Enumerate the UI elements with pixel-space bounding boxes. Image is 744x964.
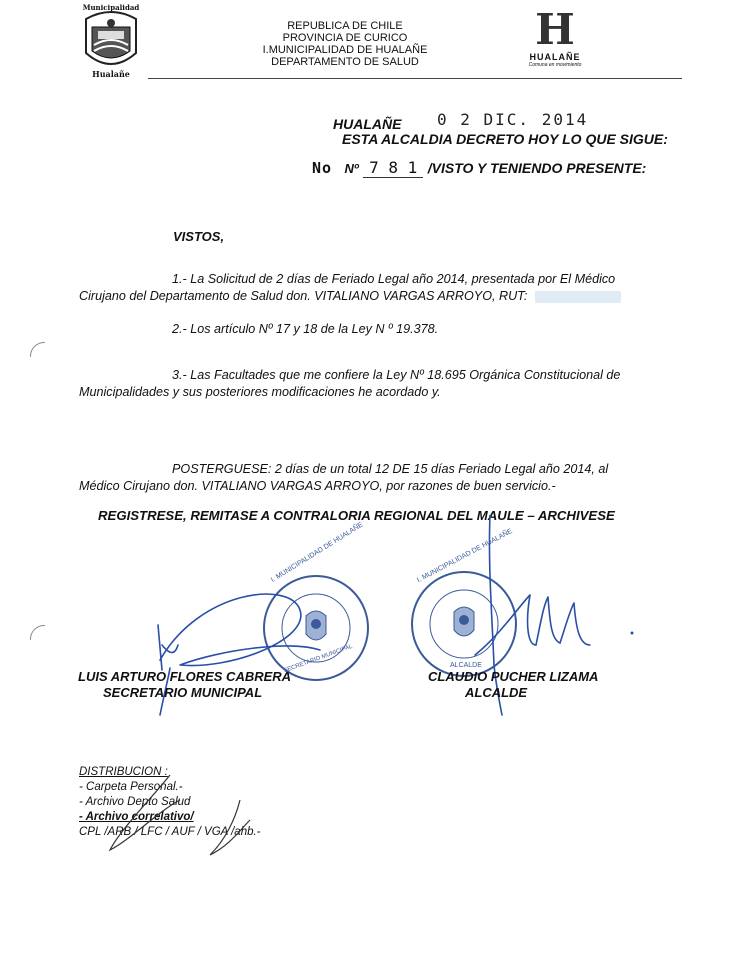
closing-order: REGISTRESE, REMITASE A CONTRALORIA REGIONAL DEL MAULE – ARCHIVESE: [98, 508, 615, 523]
secretary-seal-ring-text: I. MUNICIPALIDAD DE HUALAÑE: [270, 521, 365, 584]
number-prefix-stamp: No: [312, 159, 333, 177]
item1-line2: [79, 288, 621, 305]
decree-number: 7 8 1: [363, 158, 423, 178]
redacted-rut: [535, 291, 621, 303]
item2: 2.- Los artículo Nº 17 y 18 de la Ley N º 19.378.: [172, 322, 439, 336]
logo-name: HUALAÑE: [529, 52, 581, 62]
mayor-name: CLAUDIO PUCHER LIZAMA: [428, 669, 599, 684]
number-label: Nº: [344, 161, 359, 176]
mayor-title: ALCALDE: [465, 685, 528, 700]
decree-intro: ESTA ALCALDIA DECRETO HOY LO QUE SIGUE:: [342, 131, 668, 147]
item1-line1: 1.- La Solicitud de 2 días de Feriado Legal año 2014, presentada por El Médico: [172, 272, 616, 286]
decree-date-stamp: 0 2 DIC. 2014: [437, 110, 589, 129]
distribution-initials: CPL /ARB / LFC / AUF / VGA /ahb.-: [79, 826, 261, 838]
secretary-title: SECRETARIO MUNICIPAL: [103, 685, 263, 700]
logo-tagline: Comuna en movimiento: [528, 62, 582, 68]
header-line-municipality: I.MUNICIPALIDAD DE HUALAÑE: [262, 44, 428, 56]
item3-line1: 3.- Las Facultades que me confiere la Ley Nº 18.695 Orgánica Constitucional de: [172, 368, 621, 382]
mayor-seal-ring-text: I. MUNICIPALIDAD DE HUALAÑE: [416, 527, 514, 585]
distribution-initial-mark: [90, 770, 270, 860]
secretary-seal-bottom-text: SECRETARIO MUNICIPAL: [283, 643, 354, 675]
logo-letter: H: [535, 5, 575, 54]
header-line-country: REPUBLICA DE CHILE: [287, 20, 403, 32]
header-institution: [245, 20, 445, 68]
distribution-heading: DISTRIBUCION :: [79, 766, 168, 778]
vistos-heading: VISTOS,: [173, 229, 225, 244]
visto-heading: /VISTO Y TENIENDO PRESENTE:: [427, 160, 647, 176]
header-rule: [148, 78, 682, 79]
punch-mark-upper: [30, 342, 45, 357]
crest-bottom-text: Hualañe: [92, 69, 130, 79]
distribution-item-correlative: - Archivo correlativo/: [79, 811, 194, 823]
item3-line2: Municipalidades y sus posteriores modificaciones he acordado y.: [79, 385, 441, 399]
secretary-name: LUIS ARTURO FLORES CABRERA: [78, 669, 292, 684]
header-line-department: DEPARTAMENTO DE SALUD: [271, 56, 419, 68]
distribution-item-department: - Archivo Depto Salud: [79, 796, 191, 808]
distribution-item-personal: - Carpeta Personal.-: [79, 781, 183, 793]
header-line-province: PROVINCIA DE CURICO: [282, 32, 408, 44]
resolution-line1: POSTERGUESE: 2 días de un total 12 DE 15 días Feriado Legal año 2014, al: [172, 462, 609, 476]
resolution-line2: Médico Cirujano don. VITALIANO VARGAS ARROYO, por razones de buen servicio.-: [79, 479, 556, 493]
municipal-crest: [80, 5, 142, 79]
hualane-logo: [525, 5, 585, 78]
decree-number-row: [312, 158, 646, 178]
decree-place: HUALAÑE: [333, 116, 402, 132]
item1-line2-text: Cirujano del Departamento de Salud don. VITALIANO VARGAS ARROYO, RUT:: [79, 289, 528, 303]
punch-mark-lower: [30, 625, 45, 640]
crest-top-text: Municipalidad: [82, 3, 140, 12]
mayor-seal-bottom-text: ALCALDE: [450, 662, 482, 669]
